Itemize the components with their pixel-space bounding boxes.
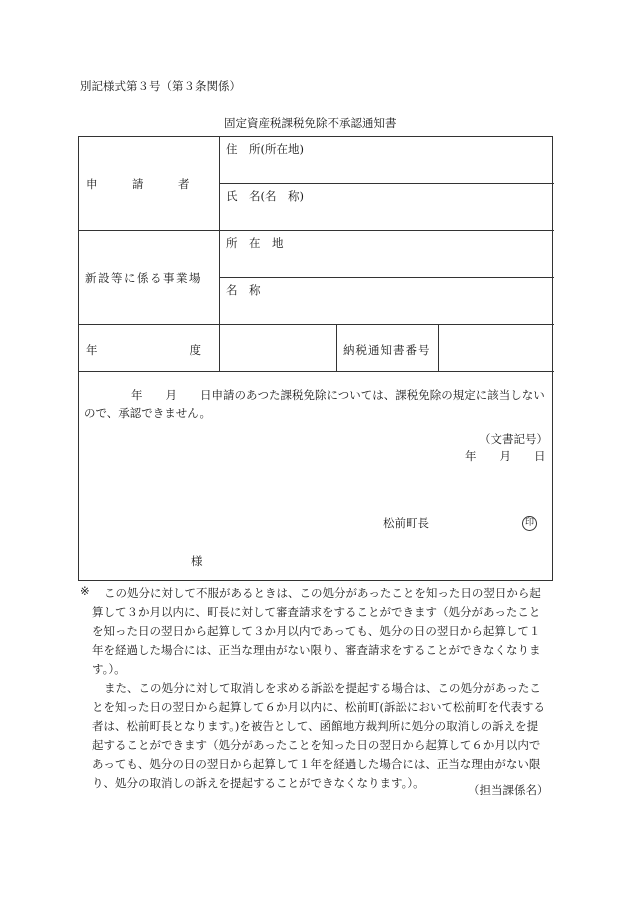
applicant-label: 申 請 者 (86, 177, 190, 191)
divider-applicant-inner (219, 183, 554, 184)
document-title: 固定資産税課税免除不承認通知書 (224, 116, 397, 130)
divider-year-value (336, 324, 337, 371)
note-2-line-2: とを知った日の翌日から起算して６か月以内に、松前町(訴訟において松前町を代表する (92, 700, 545, 714)
note-2-line-1: また、この処分に対して取消しを求める訴訟を提起する場合は、この処分があったこ (104, 681, 541, 695)
name-label: 氏 名(名 称) (226, 189, 304, 203)
address-label: 住 所(所在地) (226, 142, 304, 156)
divider-facility-year (79, 324, 554, 325)
note-1-line-2: 算して３か月以内に、町長に対して審査請求をすることができます（処分があったこと (92, 605, 541, 619)
facility-label: 新設等に係る事業場 (85, 271, 202, 285)
note-2-line-3: 者は、松前町長となります。)を被告として、函館地方裁判所に処分の取消しの訴えを提 (92, 719, 539, 733)
location-label: 所 在 地 (226, 236, 284, 250)
divider-label-column (219, 137, 220, 371)
note-mark: ※ (80, 584, 90, 598)
note-1-line-4: 年を経過した場合には、正当な理由がない限り、審査請求をすることができなくなりま (92, 643, 541, 657)
notice-number-label: 納税通知書番号 (343, 343, 431, 357)
note-2-line-5: あっても、処分の日の翌日から起算して１年を経過した場合には、正当な理由がない限 (92, 757, 541, 771)
note-2-line-6: り、処分の取消しの訴えを提起することができなくなります。）。 (92, 776, 425, 790)
note-1-line-3: を知った日の翌日から起算して３か月以内であっても、処分の日の翌日から起算して１ (92, 624, 541, 638)
divider-facility-inner (219, 277, 554, 278)
note-1-line-5: す。）。 (92, 662, 126, 676)
year-label: 年 度 (86, 343, 201, 357)
note-paragraph-2 (80, 679, 545, 793)
body-line-2: ので、承認できません。 (84, 406, 211, 420)
divider-applicant-facility (79, 230, 554, 231)
issue-date: 年 月 日 (465, 449, 546, 463)
divider-notice-value (438, 324, 439, 371)
note-paragraph-1 (80, 584, 541, 679)
body-line-1: 年 月 日申請のあつた課税免除については、課税免除の規定に該当しない (131, 388, 545, 402)
addressee-suffix: 様 (191, 554, 203, 568)
seal-mark: 印 (522, 516, 537, 531)
divider-year-body (79, 371, 554, 372)
facility-name-label: 名 称 (226, 283, 261, 297)
issuer-name: 松前町長 (383, 516, 429, 530)
note-2-line-4: 起することができます（処分があったことを知った日の翌日から起算して６か月以内で (92, 738, 541, 752)
document-number: （文書記号） (479, 432, 548, 446)
form-table (78, 136, 553, 581)
contact-section: （担当課係名） (468, 783, 549, 797)
form-reference: 別記様式第３号（第３条関係） (80, 79, 241, 93)
note-1-line-1: この処分に対して不服があるときは、この処分があったことを知った日の翌日から起 (104, 586, 541, 600)
